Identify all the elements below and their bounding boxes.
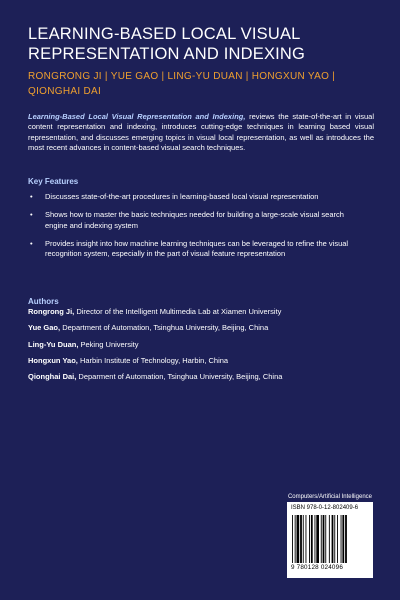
key-features-heading: Key Features xyxy=(28,177,79,186)
description-lead: Learning-Based Local Visual Representation and Indexing, xyxy=(28,112,246,121)
author-names-line: QIONGHAI DAI xyxy=(28,86,102,97)
list-item xyxy=(28,210,358,231)
barcode-number: 9 780128 024096 xyxy=(291,564,344,571)
barcode-bar xyxy=(323,515,325,563)
feature-text: Shows how to master the basic techniques needed for building a large-scale visual search engine and indexing system xyxy=(45,210,344,230)
author-name: Ling-Yu Duan, xyxy=(28,339,79,349)
barcode-bar xyxy=(292,515,293,563)
description-body: reviews the state-of-the-art in visual content representation and indexing, introduces cutting-edge techniques in learning based visual representation, and discusses emerging topics in visual local representation, as well as introduces the most recent advances in content-based visual search techniques. xyxy=(28,112,374,153)
author-affiliation: Peking University xyxy=(78,339,139,349)
authors-list xyxy=(28,307,378,388)
barcode-bar xyxy=(334,515,335,563)
book-title xyxy=(28,24,378,64)
author-name: Rongrong Ji, xyxy=(28,307,75,316)
author-affiliation: Department of Automation, Tsinghua University, Beijing, China xyxy=(60,323,269,333)
barcode-bar xyxy=(342,515,344,563)
barcode-bar xyxy=(295,515,296,563)
author-affiliation: Harbin Institute of Technology, Harbin, China xyxy=(77,355,229,365)
author-entry xyxy=(28,356,378,366)
barcode-bar xyxy=(306,515,307,563)
book-description xyxy=(28,112,374,154)
barcode-bar xyxy=(345,515,347,563)
author-name: Hongxun Yao, xyxy=(28,355,78,365)
isbn-label: ISBN 978-0-12-802409-6 xyxy=(291,505,359,511)
barcode-bar xyxy=(329,515,330,563)
list-item xyxy=(28,192,358,203)
list-item xyxy=(28,239,358,260)
author-entry xyxy=(28,323,378,333)
subject-category: Computers/Artificial Intelligence xyxy=(287,494,372,500)
feature-text: Provides insight into how machine learning techniques can be leveraged to refine the visual recognition system, especially in the part of visual feature representation xyxy=(45,238,349,259)
barcode-bar xyxy=(325,515,326,563)
barcode-panel xyxy=(287,502,373,578)
bullet-icon: • xyxy=(30,238,33,248)
author-entry xyxy=(28,340,378,350)
barcode-bar xyxy=(316,515,319,563)
book-title-line: LEARNING-BASED LOCAL VISUAL xyxy=(28,25,301,43)
feature-text: Discusses state-of-the-art procedures in learning-based local visual representation xyxy=(45,192,319,201)
barcode-icon xyxy=(291,515,369,563)
barcode-bar xyxy=(309,515,310,563)
key-features-list xyxy=(28,192,358,267)
barcode-bar xyxy=(300,515,302,563)
barcode-bar xyxy=(332,515,334,563)
book-title-line: REPRESENTATION AND INDEXING xyxy=(28,45,306,63)
barcode-bar xyxy=(315,515,316,563)
authors-heading: Authors xyxy=(28,297,59,306)
author-names-line: RONGRONG JI | YUE GAO | LING-YU DUAN | HONGXUN YAO | xyxy=(28,71,336,82)
barcode-bar xyxy=(303,515,304,563)
barcode-bar xyxy=(321,515,322,563)
barcode-bar xyxy=(311,515,313,563)
bullet-icon: • xyxy=(30,192,33,201)
author-name: Qionghai Dai, xyxy=(28,372,77,382)
author-entry xyxy=(28,372,378,382)
author-entry xyxy=(28,307,378,317)
bullet-icon: • xyxy=(30,210,33,220)
barcode-bar xyxy=(337,515,338,563)
barcode-bar xyxy=(341,515,342,563)
author-affiliation: Deparment of Automation, Tsinghua University, Beijing, China xyxy=(76,372,283,382)
author-names xyxy=(28,69,368,99)
barcode-bar xyxy=(297,515,300,563)
author-name: Yue Gao, xyxy=(28,323,61,333)
author-affiliation: Director of the Intelligent Multimedia Lab at Xiamen University xyxy=(74,307,282,316)
